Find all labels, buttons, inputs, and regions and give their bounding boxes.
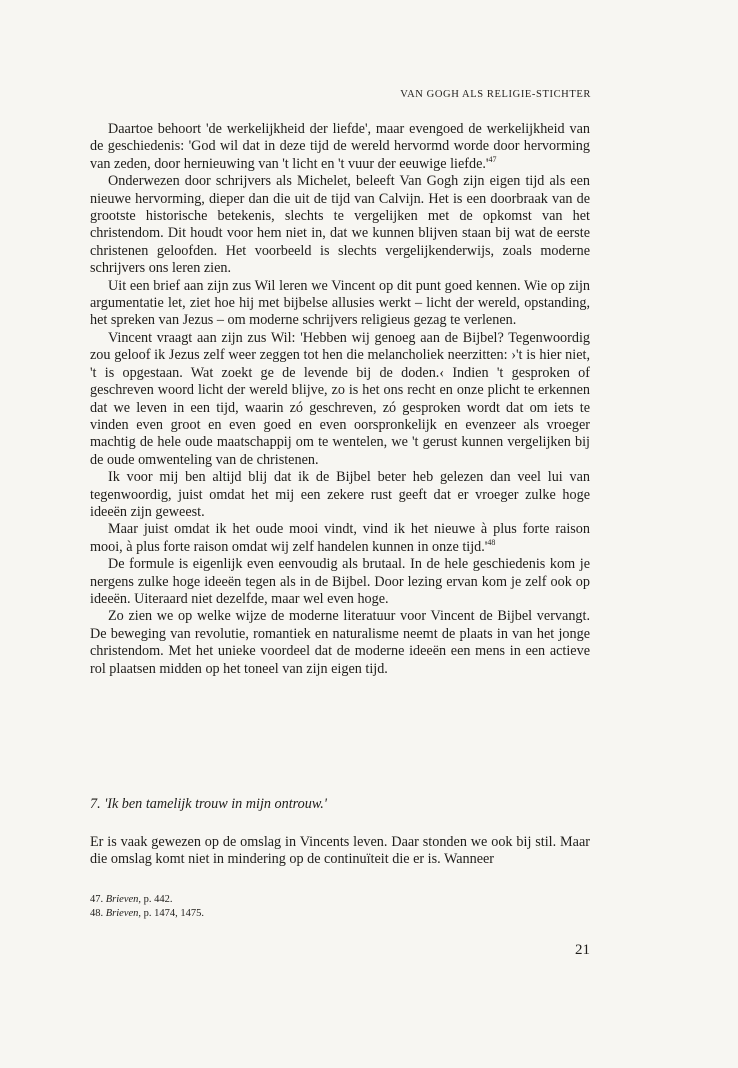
paragraph-5: Ik voor mij ben altijd blij dat ik de Bijbel beter heb gelezen dan veel lui van tegenwoordig, juist omdat het mij een zekere rust geeft dat er vroeger zulke hoge ideeën zijn geweest. — [90, 469, 590, 520]
body-text — [90, 121, 590, 678]
footnotes — [90, 893, 204, 921]
footnote-ref-47: 47 — [488, 154, 497, 164]
paragraph-4: Vincent vraagt aan zijn zus Wil: 'Hebben wij genoeg aan de Bijbel? Tegenwoordig zou geloof ik Jezus zelf weer zeggen tot hen die melancholiek neerzitten: ›'t is hier niet, 't is opgestaan. Wat zoekt ge de levende bij de doden.‹ Indien 't gesproken of geschreven woord licht der wereld blijve, zo is het ons recht en onze plicht te erkennen dat we leven in een tijd, waarin zó geschreven, zó gesproken wordt dat om iets te vinden even groot en even goed en even oorspronkelijk en evenzeer als vroeger machtig de hele oude maatschappij om te wentelen, we 't gerust kunnen vergelijken bij de oude omwenteling van de christenen. — [90, 329, 590, 468]
paragraph-6: Maar juist omdat ik het oude mooi vindt, vind ik het nieuwe à plus forte raison mooi, à plus forte raison omdat wij zelf handelen kunnen in onze $tijd.'^{48}$ — [90, 521, 590, 555]
paragraph-3: Uit een brief aan zijn zus Wil leren we Vincent op dit punt goed kennen. Wie op zijn argumentatie let, ziet hoe hij met bijbelse allusies werkt – licht der wereld, opstanding, het spreken van Jezus – om moderne schrijvers religieus gezag te verlenen. — [90, 277, 590, 329]
paragraph-1: Daartoe behoort 'de werkelijkheid der liefde', maar evengoed de werkelijkheid van de geschiedenis: 'God wil dat in deze tijd de wereld hervormd worde door hervorming van zeden, door hernieuwing van 't licht en 't vuur der eeuwige $liefde.'^{47}$ — [90, 121, 590, 172]
paragraph-2: Onderwezen door schrijvers als Michelet, beleeft Van Gogh zijn eigen tijd als een nieuwe hervorming, dieper dan die uit de tijd van Calvijn. Het is een doorbraak van de grootste historische betekenis, slechts te vergelijken met de opkomst van het christendom. Dit houdt voor hem niet in, dat we kunnen blijven staan bij wat de eerste christenen geloofden. Het voorbeeld is slechts vergelijkenderwijs, zoals moderne schrijvers ons leren zien. — [90, 173, 590, 277]
running-head: VAN GOGH ALS RELIGIE-STICHTER — [400, 89, 591, 100]
paragraph-9: Er is vaak gewezen op de omslag in Vincents leven. Daar stonden we ook bij stil. Maar die omslag komt niet in mindering op de continuïteit die er is. Wanneer — [90, 834, 590, 868]
page-number: 21 — [575, 942, 590, 958]
paragraph-7: De formule is eigenlijk even eenvoudig als brutaal. In de hele geschiedenis kom je nergens zulke hoge ideeën tegen als in de Bijbel. Door lezing ervan kom je zelf ook op ideeën. Uiteraard niet dezelfde, maar wel even hoge. — [90, 556, 590, 607]
footnote-47: 47. Brieven, p. 442. — [90, 894, 173, 905]
paragraph-8: Zo zien we op welke wijze de moderne literatuur voor Vincent de Bijbel vervangt. De beweging van revolutie, romantiek en naturalisme neemt de plaats in van het jonge christendom. Met het unieke voordeel dat de moderne ideeën een mens in een actieve rol plaatsen midden op het toneel van zijn eigen tijd. — [90, 608, 590, 677]
footnote-ref-48: 48 — [487, 537, 496, 547]
section-heading: 7. 'Ik ben tamelijk trouw in mijn ontrouw.' — [90, 796, 327, 812]
section-opening — [90, 834, 590, 869]
footnote-48: 48. Brieven, p. 1474, 1475. — [90, 908, 205, 919]
